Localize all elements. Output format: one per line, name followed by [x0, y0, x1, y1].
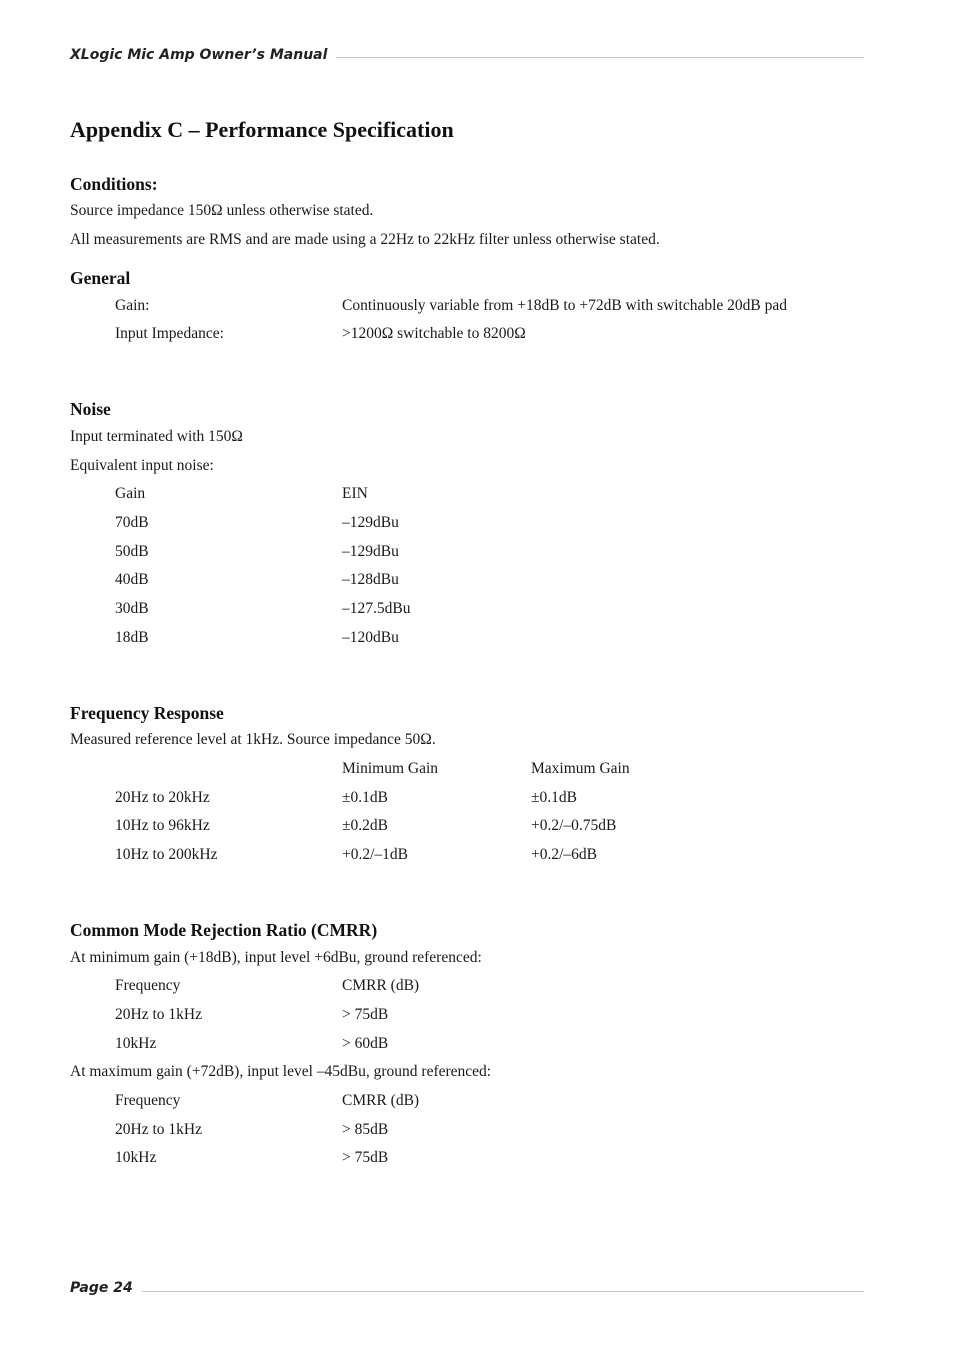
- table-cell: 10kHz: [115, 1035, 157, 1052]
- conditions-line: All measurements are RMS and are made using a 22Hz to 22kHz filter unless otherwise stated.: [70, 231, 660, 248]
- table-cell: 20Hz to 20kHz: [115, 789, 210, 806]
- header-rule: [336, 57, 864, 58]
- page-number: Page 24: [70, 1280, 133, 1296]
- table-cell: –129dBu: [342, 514, 399, 531]
- running-header-title: XLogic Mic Amp Owner’s Manual: [70, 47, 328, 63]
- general-heading: General: [70, 268, 131, 288]
- table-cell: +0.2/–1dB: [342, 846, 409, 863]
- table-header-cell: Frequency: [115, 977, 181, 994]
- table-cell: > 60dB: [342, 1035, 389, 1052]
- table-header-cell: Frequency: [115, 1092, 181, 1109]
- noise-heading: Noise: [70, 399, 111, 419]
- table-cell: 10Hz to 200kHz: [115, 846, 218, 863]
- frequency-response-line: Measured reference level at 1kHz. Source impedance 50Ω.: [70, 731, 436, 748]
- table-cell: 50dB: [115, 543, 149, 560]
- table-cell: 30dB: [115, 600, 149, 617]
- table-cell: –120dBu: [342, 629, 399, 646]
- table-header-cell: EIN: [342, 485, 368, 502]
- table-cell: +0.2/–0.75dB: [531, 817, 617, 834]
- table-header-cell: CMRR (dB): [342, 977, 420, 994]
- cmrr-intro: At maximum gain (+72dB), input level –45dBu, ground referenced:: [70, 1063, 492, 1080]
- table-cell: ±0.1dB: [342, 789, 388, 806]
- table-cell: –128dBu: [342, 571, 399, 588]
- conditions-heading: Conditions:: [70, 174, 158, 194]
- table-cell: 20Hz to 1kHz: [115, 1121, 202, 1138]
- table-header-cell: Minimum Gain: [342, 760, 439, 777]
- frequency-response-heading: Frequency Response: [70, 703, 224, 723]
- page-title: Appendix C – Performance Specification: [70, 117, 454, 142]
- table-cell: –129dBu: [342, 543, 399, 560]
- table-cell: 10Hz to 96kHz: [115, 817, 210, 834]
- spec-value: Continuously variable from +18dB to +72dB with switchable 20dB pad: [342, 297, 787, 314]
- footer-rule: [142, 1291, 864, 1292]
- table-cell: 70dB: [115, 514, 149, 531]
- table-header-cell: Gain: [115, 485, 146, 502]
- table-cell: 10kHz: [115, 1149, 157, 1166]
- table-cell: 40dB: [115, 571, 149, 588]
- table-cell: > 85dB: [342, 1121, 389, 1138]
- cmrr-heading: Common Mode Rejection Ratio (CMRR): [70, 920, 378, 940]
- table-cell: ±0.2dB: [342, 817, 388, 834]
- table-cell: > 75dB: [342, 1149, 389, 1166]
- conditions-line: Source impedance 150Ω unless otherwise stated.: [70, 202, 374, 219]
- table-cell: 20Hz to 1kHz: [115, 1006, 202, 1023]
- table-cell: ±0.1dB: [531, 789, 577, 806]
- spec-label: Gain:: [115, 297, 150, 314]
- table-cell: –127.5dBu: [342, 600, 411, 617]
- table-cell: +0.2/–6dB: [531, 846, 598, 863]
- table-header-cell: CMRR (dB): [342, 1092, 420, 1109]
- table-header-cell: Maximum Gain: [531, 760, 630, 777]
- table-cell: 18dB: [115, 629, 149, 646]
- noise-line: Input terminated with 150Ω: [70, 428, 243, 445]
- noise-line: Equivalent input noise:: [70, 457, 214, 474]
- spec-label: Input Impedance:: [115, 325, 224, 342]
- spec-value: >1200Ω switchable to 8200Ω: [342, 325, 526, 342]
- table-cell: > 75dB: [342, 1006, 389, 1023]
- cmrr-intro: At minimum gain (+18dB), input level +6dBu, ground referenced:: [70, 949, 482, 966]
